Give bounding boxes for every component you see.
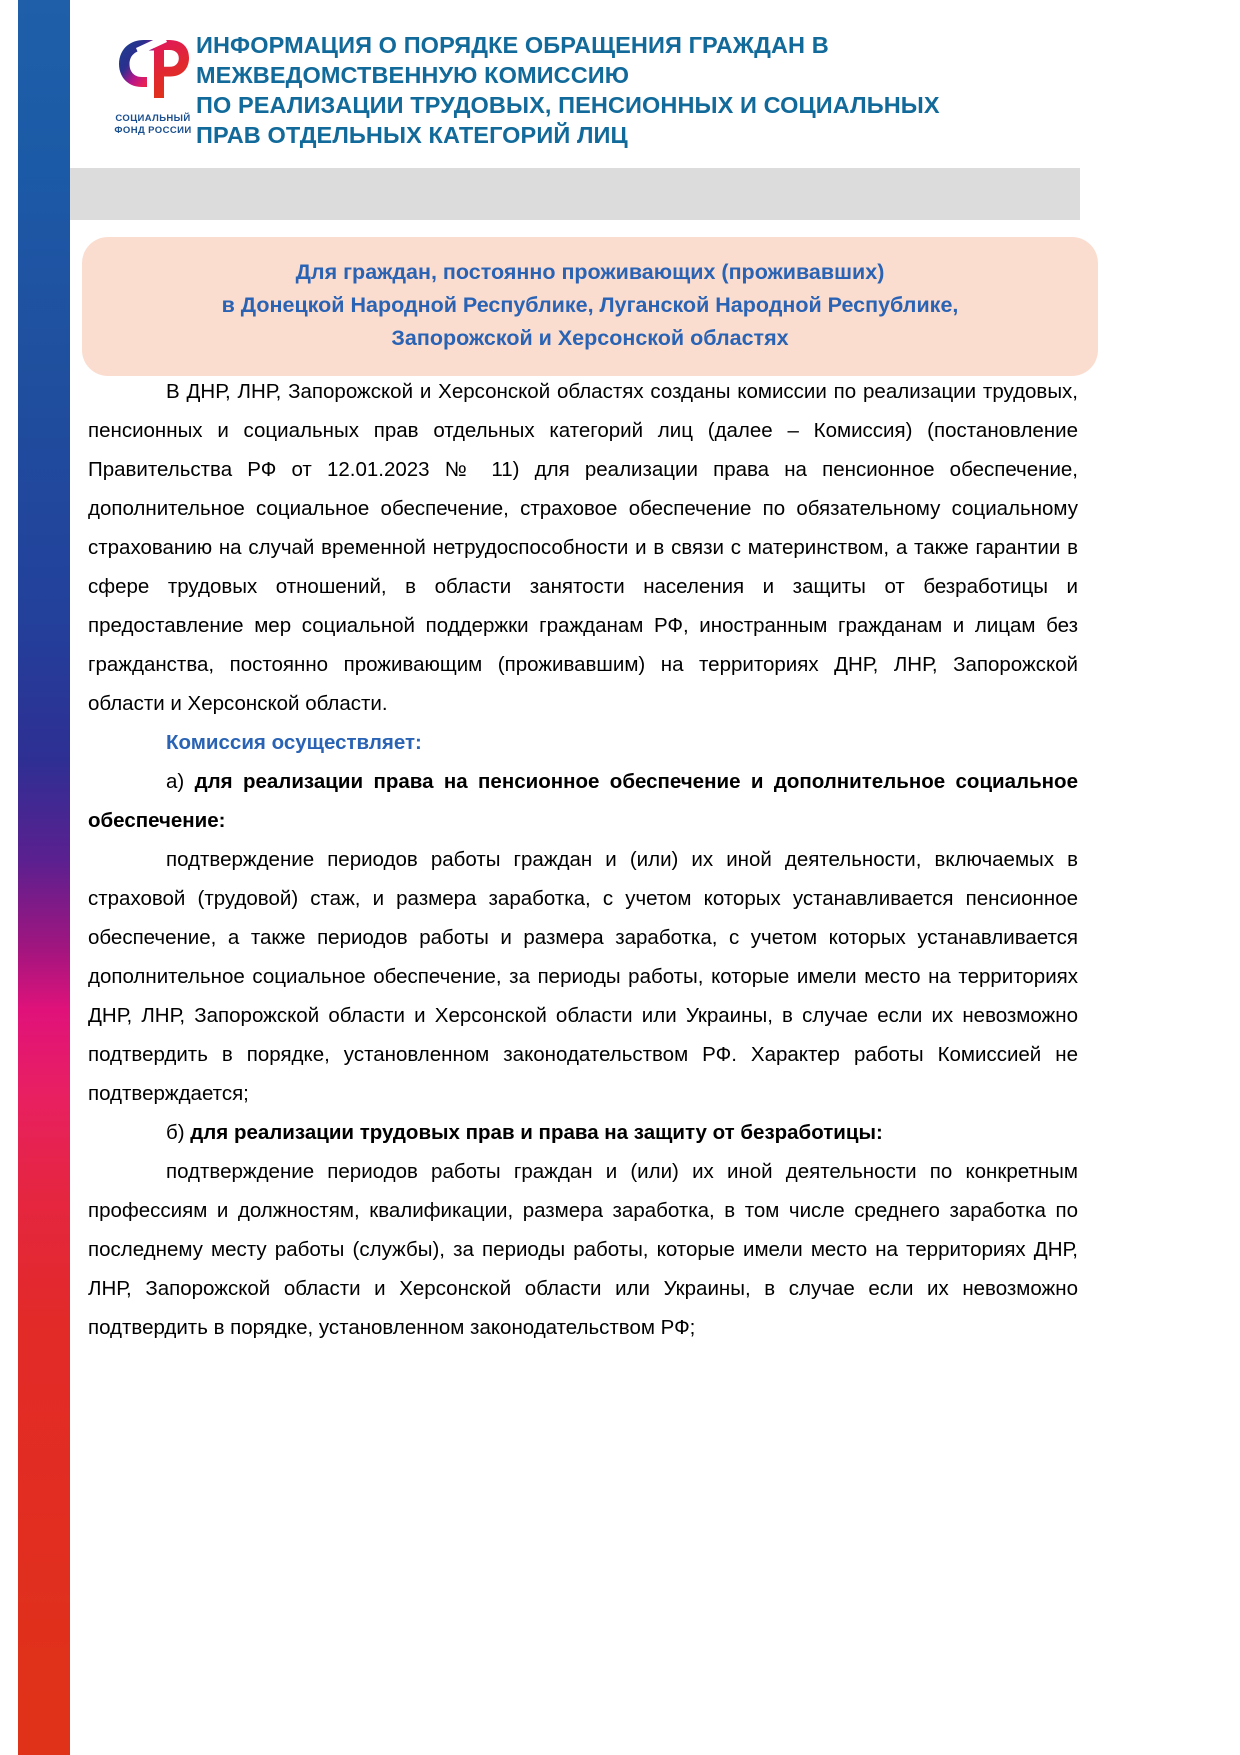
item-b-bold-text: для реализации трудовых прав и права на защиту от безработицы: bbox=[190, 1121, 883, 1144]
sfr-logo-caption-line1: СОЦИАЛЬНЫЙ bbox=[115, 113, 191, 124]
left-gradient-bar-top bbox=[18, 0, 70, 168]
banner-line-2: в Донецкой Народной Республике, Луганской Народной Республике, bbox=[221, 293, 959, 317]
page-header bbox=[70, 0, 1240, 168]
gray-divider-band bbox=[18, 168, 1080, 220]
item-b-heading bbox=[88, 1113, 1078, 1152]
page-title-line-2: МЕЖВЕДОМСТВЕННУЮ КОМИССИЮ bbox=[196, 62, 630, 88]
document-body bbox=[88, 372, 1078, 1347]
gray-divider-band-mask bbox=[18, 168, 70, 220]
intro-paragraph: В ДНР, ЛНР, Запорожской и Херсонской областях созданы комиссии по реализации трудовых, пенсионных и социальных прав отдельных категорий лиц (далее – Комиссия) (постановление Правительства РФ от 12.01.2023 № 11) для реализации права на пенсионное обеспечение, дополнительное социальное обеспечение, страховое обеспечение по обязательному социальному страхованию на случай временной нетрудоспособности и в связи с материнством, а также гарантии в сфере трудовых отношений, в области занятости населения и защиты от безработицы и предоставление мер социальной поддержки гражданам РФ, иностранным гражданам и лицам без гражданства, постоянно проживающим (проживавшим) на территориях ДНР, ЛНР, Запорожской области и Херсонской области. bbox=[88, 380, 1078, 715]
left-gradient-bar bbox=[18, 0, 70, 1755]
item-a-paragraph: подтверждение периодов работы граждан и (или) их иной деятельности, включаемых в страховой (трудовой) стаж, и размера заработка, с учетом которых устанавливается пенсионное обеспечение, а также периодов работы и размера заработка, с учетом которых устанавливается дополнительное социальное обеспечение, за периоды работы, которые имели место на территориях ДНР, ЛНР, Запорожской области и Херсонской области или Украины, в случае если их невозможно подтвердить в порядке, установленном законодательством РФ. Характер работы Комиссией не подтверждается; bbox=[88, 848, 1078, 1105]
page-title-line-1: ИНФОРМАЦИЯ О ПОРЯДКЕ ОБРАЩЕНИЯ ГРАЖДАН В bbox=[196, 32, 829, 58]
banner-line-1: Для граждан, постоянно проживающих (проживавших) bbox=[295, 260, 885, 284]
sfr-logo-block bbox=[98, 32, 208, 137]
page-title bbox=[196, 30, 1216, 150]
item-a-bold-text: для реализации права на пенсионное обеспечение и дополнительное социальное обеспечение: bbox=[88, 770, 1078, 832]
item-b-letter: б) bbox=[166, 1121, 191, 1144]
target-audience-banner bbox=[82, 237, 1098, 376]
item-a-heading bbox=[88, 762, 1078, 840]
item-a-letter: а) bbox=[166, 770, 195, 793]
sfr-logo-caption bbox=[98, 113, 208, 137]
sfr-logo-icon bbox=[114, 32, 192, 106]
banner-line-3: Запорожской и Херсонской областях bbox=[391, 326, 789, 350]
page-title-line-4: ПРАВ ОТДЕЛЬНЫХ КАТЕГОРИЙ ЛИЦ bbox=[196, 122, 628, 148]
page-title-line-3: ПО РЕАЛИЗАЦИИ ТРУДОВЫХ, ПЕНСИОННЫХ И СОЦИАЛЬНЫХ bbox=[196, 92, 940, 118]
sfr-logo-caption-line2: ФОНД РОССИИ bbox=[114, 124, 192, 136]
commission-heading: Комиссия осуществляет: bbox=[166, 731, 422, 754]
item-b-paragraph: подтверждение периодов работы граждан и (или) их иной деятельности по конкретным профессиям и должностям, квалификации, размера заработка, в том числе среднего заработка по последнему месту работы (службы), за периоды работы, которые имели место на территориях ДНР, ЛНР, Запорожской области и Херсонской области или Украины, в случае если их невозможно подтвердить в порядке, установленном законодательством РФ; bbox=[88, 1160, 1078, 1339]
